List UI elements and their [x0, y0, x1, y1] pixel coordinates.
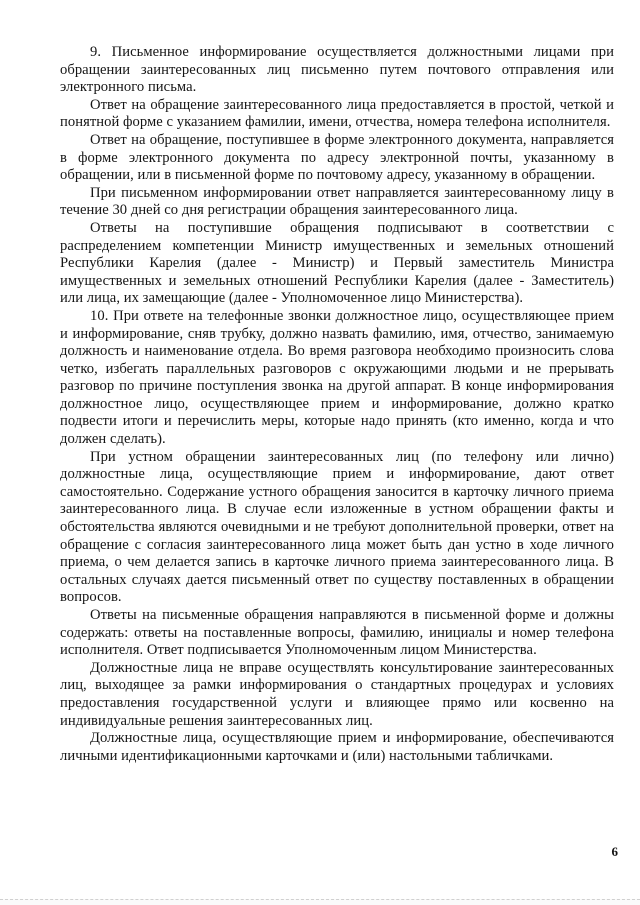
paragraph-written-answers: Ответы на письменные обращения направляются в письменной форме и должны содержать: ответы на поставленные вопросы, фамилию, инициалы и номер телефона исполнителя. Ответ подписывается Уполномоченным лицом Министерства.: [60, 607, 614, 659]
scan-edge: [0, 899, 640, 905]
paragraph-electronic-answer: Ответ на обращение, поступившее в форме электронного документа, направляется в форме электронного документа по адресу электронной почты, указанному в обращении, или в письменной форме по почтовому адресу, указанному в обращении.: [60, 131, 614, 184]
paragraph-phone-calls: 10. При ответе на телефонные звонки должностное лицо, осуществляющее прием и информирование, сняв трубку, должно назвать фамилию, имя, отчество, занимаемую должность и наименование отдела. Во время разговора необходимо произносить слова четко, избегать параллельных разговоров с окружающими людьми и не прерывать разговор по причине поступления звонка на другой аппарат. В конце информирования должностное лицо, осуществляющее прием и информирование, должно кратко подвести итоги и перечислить меры, которые надо принять (кто именно, когда и что должен сделать).: [60, 307, 614, 448]
paragraph-answer-deadline: При письменном информировании ответ направляется заинтересованному лицу в течение 30 дней со дня регистрации обращения заинтересованного лица.: [60, 184, 614, 219]
paragraph-signatories: Ответы на поступившие обращения подписывают в соответствии с распределением компетенции Министр имущественных и земельных отношений Республики Карелия (далее - Министр) и Первый заместитель Министра имущественных и земельных отношений Республики Карелия (далее - Заместитель) или лица, их замещающие (далее - Уполномоченное лицо Министерства).: [60, 219, 614, 307]
paragraph-consulting-limits: Должностные лица не вправе осуществлять консультирование заинтересованных лиц, выходящее за рамки информирования о стандартных процедурах и условиях предоставления государственной услуги и влияющее прямо или косвенно на индивидуальные решения заинтересованных лиц.: [60, 659, 614, 729]
paragraph-answer-form: Ответ на обращение заинтересованного лица предоставляется в простой, четкой и понятной форме с указанием фамилии, имени, отчества, номера телефона исполнителя.: [60, 96, 614, 131]
paragraph-id-cards: Должностные лица, осуществляющие прием и информирование, обеспечиваются личными идентификационными карточками и (или) настольными табличками.: [60, 730, 614, 764]
document-body: [60, 44, 614, 765]
page-number: 6: [611, 844, 618, 859]
paragraph-oral-requests: При устном обращении заинтересованных лиц (по телефону или лично) должностные лица, осуществляющие прием и информирование, дают ответ самостоятельно. Содержание устного обращения заносится в карточку личного приема заинтересованного лица. В случае если изложенные в устном обращении факты и обстоятельства являются очевидными и не требуют дополнительной проверки, ответ на обращение с согласия заинтересованного лица может быть дан устно в ходе личного приема, о чем делается запись в карточке личного приема заинтересованного лица. В остальных случаях дается письменный ответ по существу поставленных в обращении вопросов.: [60, 448, 614, 606]
paragraph-written-info: 9. Письменное информирование осуществляется должностными лицами при обращении заинтересованных лиц письменно путем почтового отправления или электронного письма.: [60, 44, 614, 96]
